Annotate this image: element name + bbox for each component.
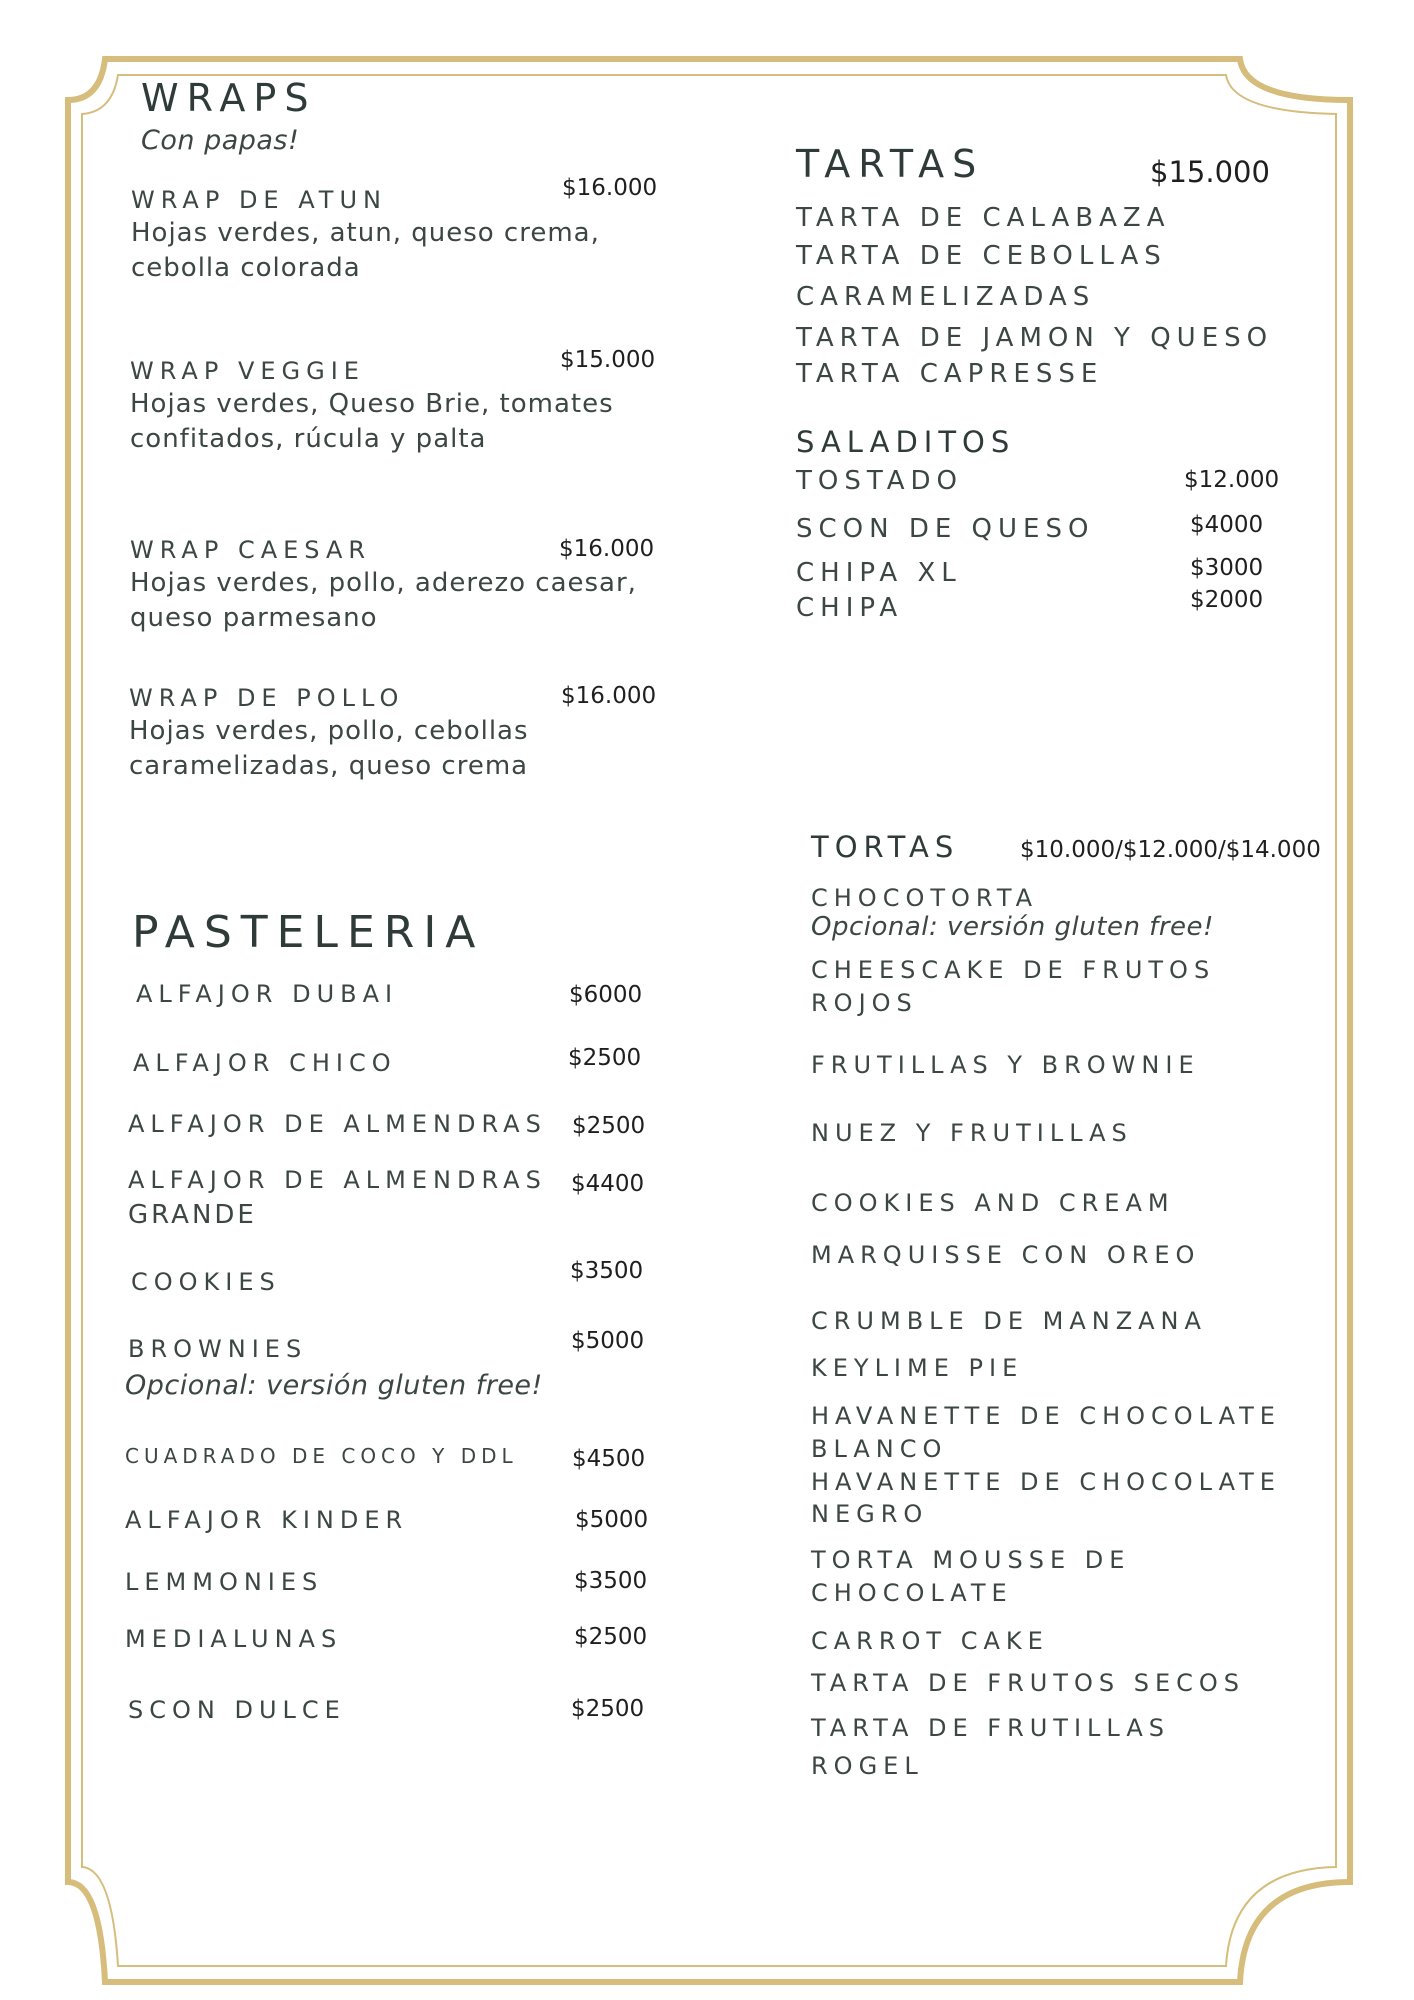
pasteleria-item-price: $2500 — [574, 1624, 648, 1650]
wrap-item-desc: cebolla colorada — [131, 253, 361, 283]
wrap-item-price: $16.000 — [561, 683, 657, 709]
torta-item: TORTA MOUSSE DE — [811, 1546, 1131, 1574]
wrap-item-price: $16.000 — [559, 536, 655, 562]
wrap-item-desc: queso parmesano — [130, 603, 378, 633]
tortas-price: $10.000/$12.000/$14.000 — [1020, 837, 1321, 863]
torta-item: CHOCOLATE — [811, 1579, 1013, 1607]
wrap-item-name: WRAP DE ATUN — [131, 186, 387, 214]
chocotorta-gluten-free-note: Opcional: versión gluten free! — [811, 912, 1214, 942]
saladito-item-name: SCON DE QUESO — [796, 514, 1095, 544]
torta-item: CARROT CAKE — [811, 1627, 1049, 1655]
pasteleria-item-price: $4400 — [571, 1171, 645, 1197]
wraps-note: Con papas! — [141, 125, 300, 156]
torta-item: BLANCO — [811, 1435, 948, 1463]
torta-item: CRUMBLE DE MANZANA — [811, 1307, 1207, 1335]
torta-item: KEYLIME PIE — [811, 1354, 1024, 1382]
torta-item: ROJOS — [811, 989, 918, 1017]
wrap-item-price: $15.000 — [560, 347, 656, 373]
torta-item: CHEESCAKE DE FRUTOS — [811, 956, 1216, 984]
pasteleria-item-price: $2500 — [572, 1113, 646, 1139]
saladito-item-price: $4000 — [1190, 512, 1264, 538]
wrap-item-desc: Hojas verdes, pollo, aderezo caesar, — [130, 568, 637, 598]
tarta-item: TARTA CAPRESSE — [796, 359, 1104, 389]
torta-item: TARTA DE FRUTOS SECOS — [811, 1669, 1246, 1697]
pasteleria-item-price: $3500 — [574, 1568, 648, 1594]
pasteleria-title: PASTELERIA — [132, 907, 485, 958]
tortas-title: TORTAS — [811, 830, 960, 864]
pasteleria-item-price: $5000 — [575, 1507, 649, 1533]
pasteleria-item-name: LEMMONIES — [125, 1568, 324, 1596]
saladito-item-name: TOSTADO — [796, 466, 963, 496]
pasteleria-item-name: CUADRADO DE COCO Y DDL — [125, 1444, 518, 1468]
pasteleria-item-name: MEDIALUNAS — [125, 1625, 343, 1653]
tarta-item: CARAMELIZADAS — [796, 282, 1096, 312]
pasteleria-item-name: ALFAJOR DE ALMENDRAS — [128, 1166, 547, 1194]
torta-item: HAVANETTE DE CHOCOLATE — [811, 1402, 1281, 1430]
saladito-item-price: $3000 — [1190, 555, 1264, 581]
pasteleria-item-name: ALFAJOR DE ALMENDRAS — [128, 1110, 547, 1138]
wrap-item-desc: Hojas verdes, atun, queso crema, — [131, 218, 600, 248]
tartas-title: TARTAS — [796, 142, 985, 186]
tarta-item: TARTA DE CEBOLLAS — [796, 241, 1167, 271]
pasteleria-item-name: BROWNIES — [128, 1335, 308, 1363]
torta-item: TARTA DE FRUTILLAS — [811, 1714, 1170, 1742]
pasteleria-item-price: $2500 — [568, 1045, 642, 1071]
saladito-item-price: $12.000 — [1184, 467, 1280, 493]
saladitos-title: SALADITOS — [796, 425, 1016, 459]
tartas-price: $15.000 — [1150, 155, 1270, 189]
tarta-item: TARTA DE CALABAZA — [796, 203, 1171, 233]
wrap-item-price: $16.000 — [562, 175, 658, 201]
saladito-item-price: $2000 — [1190, 587, 1264, 613]
torta-item: NUEZ Y FRUTILLAS — [811, 1119, 1133, 1147]
pasteleria-item-name: COOKIES — [131, 1268, 281, 1296]
torta-item: FRUTILLAS Y BROWNIE — [811, 1051, 1200, 1079]
torta-item: CHOCOTORTA — [811, 884, 1039, 912]
saladito-item-name: CHIPA — [796, 593, 904, 623]
pasteleria-item-price: $3500 — [570, 1258, 644, 1284]
wrap-item-desc: caramelizadas, queso crema — [129, 751, 529, 781]
wrap-item-name: WRAP VEGGIE — [130, 357, 365, 385]
tarta-item: TARTA DE JAMON Y QUESO — [796, 323, 1274, 353]
pasteleria-item-price: $6000 — [569, 982, 643, 1008]
pasteleria-item-name: ALFAJOR KINDER — [125, 1506, 409, 1534]
wrap-item-name: WRAP DE POLLO — [129, 684, 405, 712]
pasteleria-item-name: ALFAJOR CHICO — [133, 1049, 397, 1077]
wraps-title: WRAPS — [141, 76, 317, 120]
pasteleria-item-price: $4500 — [572, 1446, 646, 1472]
pasteleria-item-name: SCON DULCE — [128, 1696, 346, 1724]
wrap-item-desc: Hojas verdes, Queso Brie, tomates — [130, 389, 614, 419]
torta-item: ROGEL — [811, 1752, 924, 1780]
pasteleria-item-name-line2: GRANDE — [128, 1200, 257, 1230]
saladito-item-name: CHIPA XL — [796, 558, 962, 588]
wrap-item-desc: Hojas verdes, pollo, cebollas — [129, 716, 529, 746]
torta-item: HAVANETTE DE CHOCOLATE — [811, 1468, 1281, 1496]
torta-item: COOKIES AND CREAM — [811, 1189, 1175, 1217]
pasteleria-item-price: $2500 — [571, 1696, 645, 1722]
brownies-gluten-free-note: Opcional: versión gluten free! — [125, 1370, 543, 1401]
pasteleria-item-price: $5000 — [571, 1328, 645, 1354]
torta-item: NEGRO — [811, 1500, 929, 1528]
wrap-item-desc: confitados, rúcula y palta — [130, 424, 487, 454]
wrap-item-name: WRAP CAESAR — [130, 536, 372, 564]
pasteleria-item-name: ALFAJOR DUBAI — [136, 980, 399, 1008]
torta-item: MARQUISSE CON OREO — [811, 1241, 1201, 1269]
